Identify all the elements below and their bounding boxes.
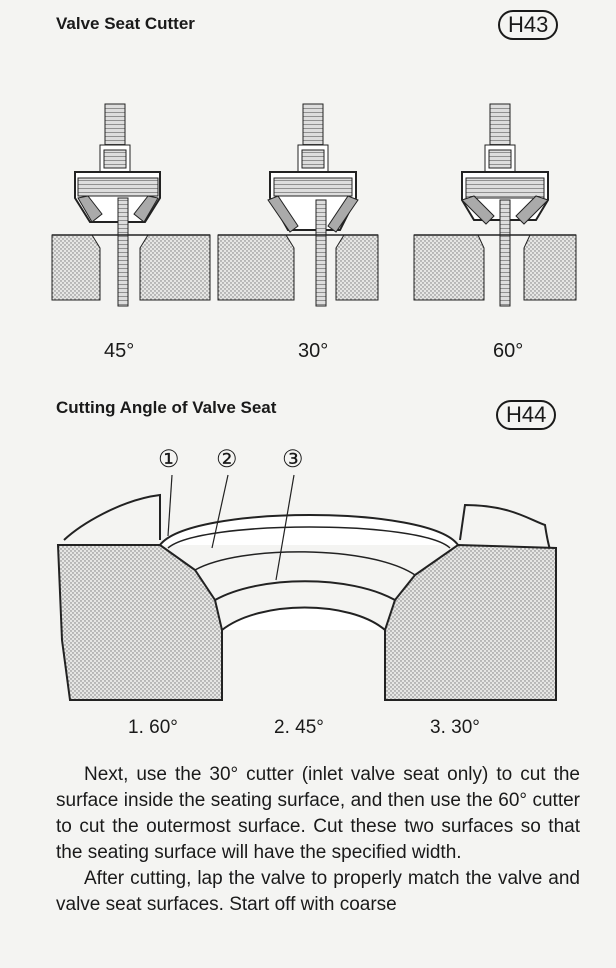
section-title-cutting-angle: Cutting Angle of Valve Seat: [56, 398, 277, 417]
angle-label-60: 60°: [493, 340, 524, 362]
body-paragraph-1: Next, use the 30° cutter (inlet valve seat only) to cut the surface inside the seating surface, and then use the 60° cutter to cut the outermost surface. Cut these two surfaces so that the seating surface will have the specified width.: [56, 764, 580, 863]
figure-badge-h43: H43: [498, 10, 558, 40]
angle-legend-3: 3. 30°: [430, 717, 480, 738]
callout-3: ③: [282, 446, 304, 473]
section-title-valve-seat-cutter: Valve Seat Cutter: [56, 14, 195, 33]
angle-legend-2: 2. 45°: [274, 717, 324, 738]
callout-2: ②: [216, 446, 238, 473]
angle-label-30: 30°: [298, 340, 329, 362]
angle-legend-1: 1. 60°: [128, 717, 178, 738]
figure-badge-h44: H44: [496, 400, 556, 430]
angle-label-45: 45°: [104, 340, 135, 362]
body-paragraph-2: After cutting, lap the valve to properly match the valve and valve seat surfaces. Start off with coarse: [56, 868, 580, 915]
callout-1: ①: [158, 446, 180, 473]
body-text: [56, 762, 580, 918]
